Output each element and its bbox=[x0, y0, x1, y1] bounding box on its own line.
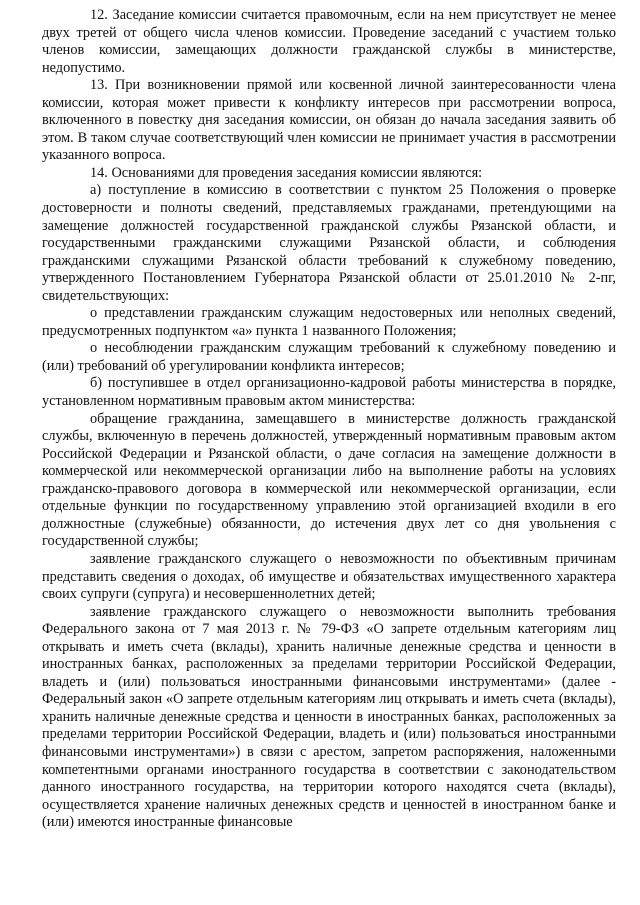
document-page bbox=[42, 0, 616, 832]
paragraph-14b: б) поступившее в отдел организационно-кадровой работы министерства в порядке, установленном нормативным правовым актом министерства: bbox=[42, 375, 616, 410]
paragraph-14b-item-3: заявление гражданского служащего о невозможности выполнить требования Федерального закона от 7 мая 2013 г. № 79-ФЗ «О запрете отдельным категориям лиц открывать и иметь счета (вклады), хранить наличные денежные средства и ценности в иностранных банках, расположенных за пределами территории Российской Федерации, владеть и (или) пользоваться иностранными финансовыми инструментами» (далее - Федеральный закон «О запрете отдельным категориям лиц открывать и иметь счета (вклады), хранить наличные денежные средства и ценности в иностранных банках, расположенных за пределами территории Российской Федерации, владеть и (или) пользоваться иностранными финансовыми инструментами») в связи с арестом, запретом распоряжения, наложенными компетентными органами иностранного государства в соответствии с законодательством данного иностранного государства, на территории которого находятся счета (вклады), осуществляется хранение наличных денежных средств и ценностей в иностранном банке и (или) имеются иностранные финансовые bbox=[42, 603, 616, 831]
paragraph-13: 13. При возникновении прямой или косвенной личной заинтересованности члена комиссии, которая может привести к конфликту интересов при рассмотрении вопроса, включенного в повестку дня заседания комиссии, он обязан до начала заседания заявить об этом. В таком случае соответствующий член комиссии не принимает участия в рассмотрении указанного вопроса. bbox=[42, 77, 616, 164]
paragraph-12: 12. Заседание комиссии считается правомочным, если на нем присутствует не менее двух третей от общего числа членов комиссии. Проведение заседаний с участием только членов комиссии, замещающих должности гражданской службы в министерстве, недопустимо. bbox=[42, 7, 616, 76]
paragraph-14: 14. Основаниями для проведения заседания комиссии являются: bbox=[90, 164, 483, 181]
paragraph-14b-item-1: обращение гражданина, замещавшего в министерстве должность гражданской службы, включенную в перечень должностей, утвержденный нормативным правовым актом Российской Федерации и Рязанской области, о даче согласия на замещение должности в коммерческой или некоммерческой организации либо на выполнение работы на условиях гражданско-правового договора в коммерческой или некоммерческой организации, если отдельные функции по государственному управлению этой организацией входили в его должностные (служебные) обязанности, до истечения двух лет со дня увольнения с государственной службы; bbox=[42, 410, 616, 550]
paragraph-14a: а) поступление в комиссию в соответствии с пунктом 25 Положения о проверке достоверности и полноты сведений, представляемых гражданами, претендующими на замещение должностей государственной гражданской службы Рязанской области, и государственными гражданскими служащими Рязанской области, и соблюдения гражданскими служащими Рязанской области требований к служебному поведению, утвержденного Постановлением Губернатора Рязанской области от 25.01.2010 № 2-пг, свидетельствующих: bbox=[42, 182, 616, 304]
paragraph-14b-item-2: заявление гражданского служащего о невозможности по объективным причинам представить сведения о доходах, об имуществе и обязательствах имущественного характера своих супруги (супруга) и несовершеннолетних детей; bbox=[42, 550, 616, 603]
paragraph-14a-item-1: о представлении гражданским служащим недостоверных или неполных сведений, предусмотренных подпунктом «а» пункта 1 названного Положения; bbox=[42, 305, 616, 339]
paragraph-14a-item-2: о несоблюдении гражданским служащим требований к служебному поведению и (или) требований об урегулировании конфликта интересов; bbox=[42, 340, 616, 374]
